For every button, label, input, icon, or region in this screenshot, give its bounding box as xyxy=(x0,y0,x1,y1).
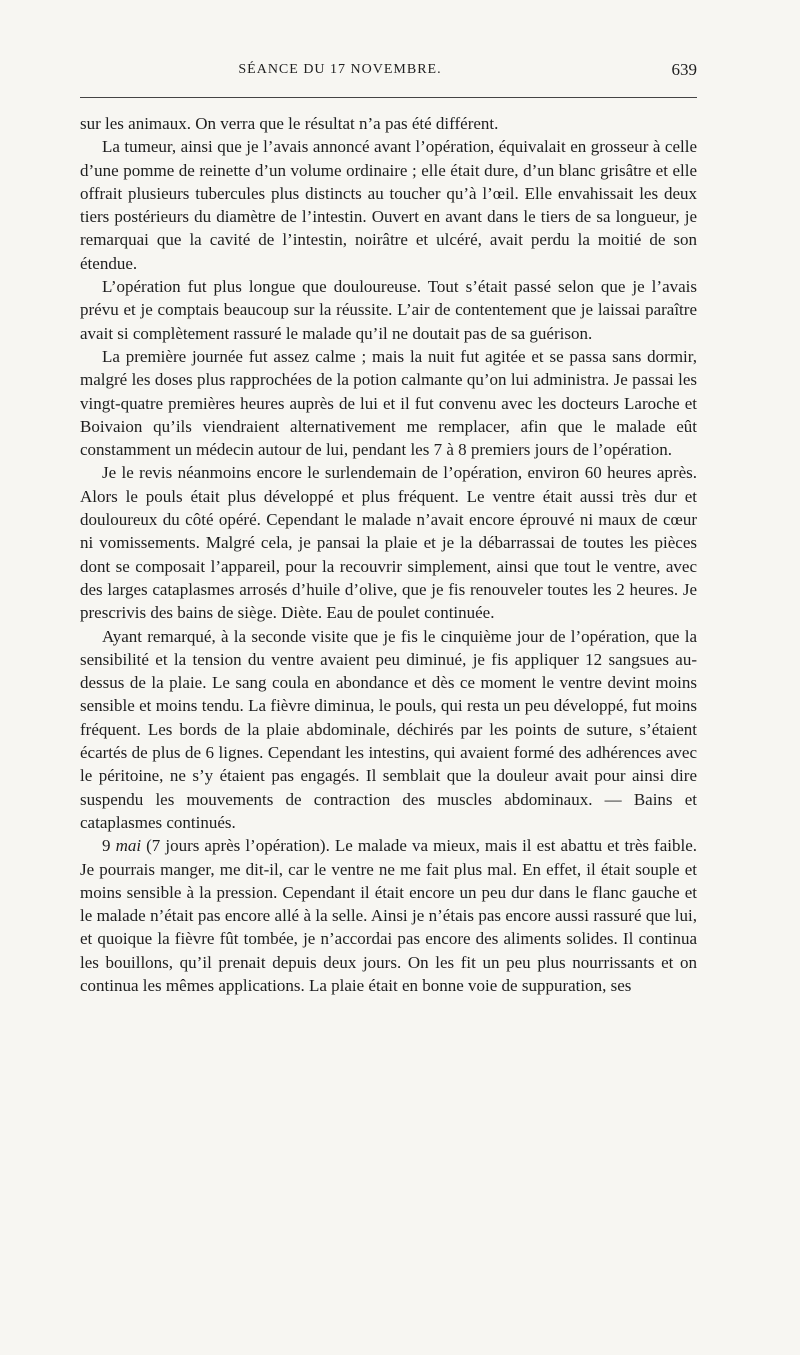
running-title: SÉANCE DU 17 NOVEMBRE. xyxy=(238,62,442,77)
book-page xyxy=(80,0,697,1355)
paragraph-2: La tumeur, ainsi que je l’avais annoncé avant l’opération, équivalait en grosseur à celle d’une pomme de reinette d’un volume ordinaire ; elle était dure, d’un blanc grisâtre et elle offrait plusieurs tubercules plus distincts au toucher qu’à l’œil. Elle envahissait les deux tiers postérieurs du diamètre de l’intestin. Ouvert en avant dans le tiers de sa longueur, je remarquai que la cavité de l’intestin, noirâtre et ulcéré, avait perdu la moitié de son étendue. xyxy=(80,137,697,273)
paragraph-7 xyxy=(80,834,697,997)
paragraph-3: L’opération fut plus longue que douloureuse. Tout s’était passé selon que je l’avais prévu et je comptais beaucoup sur la réussite. L’air de contentement que je laissai paraître avait si complètement rassuré le malade qu’il ne doutait pas de sa guérison. xyxy=(80,277,697,343)
paragraph-5: Je le revis néanmoins encore le surlendemain de l’opération, environ 60 heures après. Alors le pouls était plus développé et plus fréquent. Le ventre était aussi très dur et douloureux du côté opéré. Cependant le malade n’avait encore éprouvé ni maux de cœur ni vomissements. Malgré cela, je pansai la plaie et je la débarrassai de toutes les pièces dont se composait l’appareil, pour la recouvrir simplement, ainsi que tout le ventre, avec des larges cataplasmes arrosés d’huile d’olive, que je fis renouveler toutes les 2 heures. Je prescrivis des bains de siège. Diète. Eau de poulet continuée. xyxy=(80,463,697,623)
paragraph-7-text: (7 jours après l’opération). Le malade va mieux, mais il est abattu et très faible. Je pourrais manger, me dit-il, car le ventre ne me fait plus mal. En effet, il était souple et moins sensible à la pression. Cependant il était encore un peu dur dans le flanc gauche et le malade n’était pas encore allé à la selle. Ainsi je n’étais pas encore aussi rassuré que lui, et quoique la fièvre fût tombée, je n’accordai pas encore des aliments solides. Il continua les bouillons, qu’il prenait depuis deux jours. On les fit un peu plus nourrissants et on continua les mêmes applications. La plaie était en bonne voie de suppuration, ses xyxy=(80,836,698,995)
paragraph-1: sur les animaux. On verra que le résultat n’a pas été différent. xyxy=(80,114,499,133)
paragraph-7-date-month: mai xyxy=(115,836,142,856)
paragraph-4: La première journée fut assez calme ; mais la nuit fut agitée et se passa sans dormir, malgré les doses plus rapprochées de la potion calmante qu’on lui administra. Je passai les vingt-quatre premières heures auprès de lui et il fut convenu avec les docteurs Laroche et Boivaion qu’ils viendraient alternativement me remplacer, afin que le malade eût constamment un médecin autour de lui, pendant les 7 à 8 premiers jours de l’opération. xyxy=(80,346,697,460)
paragraph-7-date-day: 9 xyxy=(102,836,116,856)
paragraph-6: Ayant remarqué, à la seconde visite que je fis le cinquième jour de l’opération, que la sensibilité et la tension du ventre avaient peu diminué, je fis appliquer 12 sangsues au-dessus de la plaie. Le sang coula en abondance et dès ce moment le ventre devint moins sensible et moins tendu. La fièvre diminua, le pouls, qui resta un peu développé, fut moins fréquent. Les bords de la plaie abdominale, déchirés par les points de suture, s’étaient écartés de plus de 6 lignes. Cependant les intestins, qui avaient formé des adhérences avec le péritoine, ne s’y étaient pas engagés. Il semblait que la douleur avait pour ainsi dire suspendu les mouvements de contraction des muscles abdominaux. — Bains et cataplasmes continués. xyxy=(80,626,697,832)
body-text xyxy=(80,112,697,997)
page-header xyxy=(80,60,697,86)
header-rule xyxy=(80,97,697,98)
page-number: 639 xyxy=(671,60,697,79)
